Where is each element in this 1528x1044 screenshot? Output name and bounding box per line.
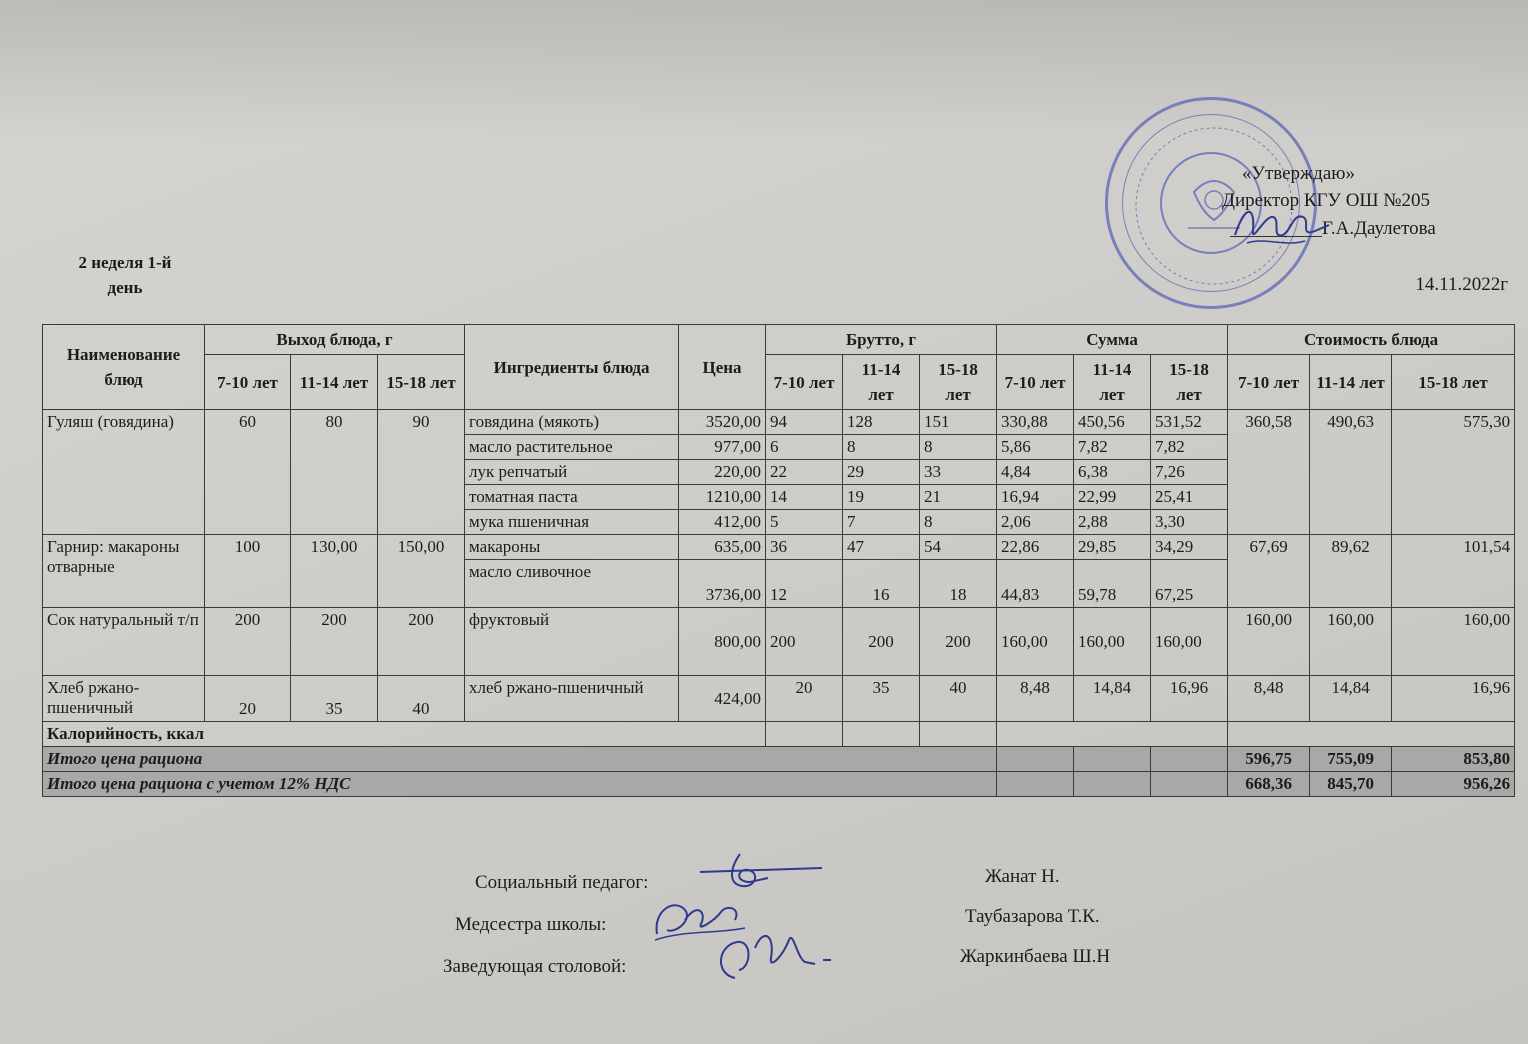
- age-header: 7-10 лет: [766, 355, 843, 410]
- ingredient-price: 635,00: [679, 535, 766, 560]
- total-vat-value: 956,26: [1392, 772, 1515, 797]
- sum: 25,41: [1151, 485, 1228, 510]
- sum: 44,83: [997, 560, 1074, 608]
- dish-output: 130,00: [291, 535, 378, 608]
- brutto: 7: [843, 510, 920, 535]
- document-date: 14.11.2022г: [1415, 274, 1508, 295]
- signature-role: Социальный педагог:: [475, 872, 649, 893]
- ingredient-name: макароны: [465, 535, 679, 560]
- menu-table: [42, 324, 1515, 797]
- brutto: 200: [843, 608, 920, 676]
- ingredient-name: хлеб ржано-пшеничный: [465, 676, 679, 722]
- canteen-head-signature: [705, 918, 835, 993]
- sum: 7,82: [1074, 435, 1151, 460]
- ingredient-name: говядина (мякоть): [465, 410, 679, 435]
- ingredient-name: масло сливочное: [465, 560, 679, 608]
- dish-output: 60: [205, 410, 291, 535]
- age-header: 11-14 лет: [1074, 355, 1151, 410]
- total-vat-label: Итого цена рациона с учетом 12% НДС: [43, 772, 997, 797]
- dish-name: Сок натуральный т/п: [43, 608, 205, 676]
- dish-cost: 160,00: [1228, 608, 1310, 676]
- sum: 8,48: [997, 676, 1074, 722]
- table-row: [43, 535, 1515, 560]
- sum: 4,84: [997, 460, 1074, 485]
- sum: 531,52: [1151, 410, 1228, 435]
- brutto: 128: [843, 410, 920, 435]
- brutto: 19: [843, 485, 920, 510]
- header-output: Выход блюда, г: [205, 325, 465, 355]
- calories-label: Калорийность, ккал: [43, 722, 766, 747]
- brutto: 16: [843, 560, 920, 608]
- brutto: 14: [766, 485, 843, 510]
- brutto: 8: [843, 435, 920, 460]
- dish-output: 150,00: [378, 535, 465, 608]
- dish-output: 200: [291, 608, 378, 676]
- sum: 160,00: [997, 608, 1074, 676]
- calories-row: [43, 722, 1515, 747]
- dish-output: 35: [291, 676, 378, 722]
- dish-output: 40: [378, 676, 465, 722]
- sum: 16,94: [997, 485, 1074, 510]
- brutto: 36: [766, 535, 843, 560]
- ingredient-price: 1210,00: [679, 485, 766, 510]
- sum: 5,86: [997, 435, 1074, 460]
- sum: 7,26: [1151, 460, 1228, 485]
- dish-name: Хлеб ржано-пшеничный: [43, 676, 205, 722]
- sum: 450,56: [1074, 410, 1151, 435]
- brutto: 8: [920, 435, 997, 460]
- header-cost: Стоимость блюда: [1228, 325, 1515, 355]
- age-header: 15-18 лет: [378, 355, 465, 410]
- total-label: Итого цена рациона: [43, 747, 997, 772]
- brutto: 29: [843, 460, 920, 485]
- approval-title: «Утверждаю»: [1242, 163, 1355, 184]
- dish-cost: 575,30: [1392, 410, 1515, 535]
- sum: 2,06: [997, 510, 1074, 535]
- age-header: 15-18 лет: [920, 355, 997, 410]
- dish-cost: 16,96: [1392, 676, 1515, 722]
- total-vat-row: [43, 772, 1515, 797]
- brutto: 12: [766, 560, 843, 608]
- brutto: 47: [843, 535, 920, 560]
- ingredient-price: 220,00: [679, 460, 766, 485]
- sum: 14,84: [1074, 676, 1151, 722]
- ingredient-price: 3520,00: [679, 410, 766, 435]
- brutto: 40: [920, 676, 997, 722]
- sum: 330,88: [997, 410, 1074, 435]
- brutto: 151: [920, 410, 997, 435]
- brutto: 54: [920, 535, 997, 560]
- sum: 3,30: [1151, 510, 1228, 535]
- brutto: 21: [920, 485, 997, 510]
- ingredient-name: мука пшеничная: [465, 510, 679, 535]
- header-brutto: Брутто, г: [766, 325, 997, 355]
- total-vat-value: 845,70: [1310, 772, 1392, 797]
- header-sum: Сумма: [997, 325, 1228, 355]
- sum: 7,82: [1151, 435, 1228, 460]
- total-value: 853,80: [1392, 747, 1515, 772]
- dish-cost: 360,58: [1228, 410, 1310, 535]
- sum: 29,85: [1074, 535, 1151, 560]
- brutto: 8: [920, 510, 997, 535]
- signature-name: Жанат Н.: [985, 866, 1060, 887]
- brutto: 22: [766, 460, 843, 485]
- dish-output: 90: [378, 410, 465, 535]
- dish-name: Гарнир: макароны отварные: [43, 535, 205, 608]
- age-header: 11-14 лет: [291, 355, 378, 410]
- sum: 16,96: [1151, 676, 1228, 722]
- director-signature: [1225, 195, 1335, 255]
- approval-director: Директор КГУ ОШ №205: [1222, 190, 1430, 211]
- age-header: 7-10 лет: [1228, 355, 1310, 410]
- ingredient-name: масло растительное: [465, 435, 679, 460]
- dish-cost: 89,62: [1310, 535, 1392, 608]
- brutto: 18: [920, 560, 997, 608]
- brutto: 5: [766, 510, 843, 535]
- signature-role: Заведующая столовой:: [443, 956, 627, 977]
- dish-output: 80: [291, 410, 378, 535]
- dish-cost: 14,84: [1310, 676, 1392, 722]
- ingredient-price: 3736,00: [679, 560, 766, 608]
- dish-output: 200: [378, 608, 465, 676]
- sum: 59,78: [1074, 560, 1151, 608]
- total-value: 755,09: [1310, 747, 1392, 772]
- dish-output: 20: [205, 676, 291, 722]
- total-vat-value: 668,36: [1228, 772, 1310, 797]
- age-header: 11-14 лет: [1310, 355, 1392, 410]
- ingredient-name: томатная паста: [465, 485, 679, 510]
- dish-cost: 67,69: [1228, 535, 1310, 608]
- brutto: 20: [766, 676, 843, 722]
- signature-name: Таубазарова Т.К.: [965, 906, 1100, 927]
- sum: 6,38: [1074, 460, 1151, 485]
- sum: 160,00: [1074, 608, 1151, 676]
- dish-cost: 8,48: [1228, 676, 1310, 722]
- brutto: 35: [843, 676, 920, 722]
- table-row: [43, 676, 1515, 722]
- dish-cost: 160,00: [1392, 608, 1515, 676]
- table-row: [43, 410, 1515, 435]
- dish-cost: 490,63: [1310, 410, 1392, 535]
- age-header: 7-10 лет: [997, 355, 1074, 410]
- brutto: 33: [920, 460, 997, 485]
- dish-output: 100: [205, 535, 291, 608]
- sum: 34,29: [1151, 535, 1228, 560]
- age-header: 11-14 лет: [843, 355, 920, 410]
- day-label: 2 неделя 1-й день: [78, 253, 172, 297]
- brutto: 94: [766, 410, 843, 435]
- sum: 67,25: [1151, 560, 1228, 608]
- ingredient-price: 412,00: [679, 510, 766, 535]
- table-row: [43, 608, 1515, 676]
- approval-director-name: Г.А.Даулетова: [1322, 218, 1436, 239]
- ingredient-price: 800,00: [679, 608, 766, 676]
- ingredient-name: фруктовый: [465, 608, 679, 676]
- signature-name: Жаркинбаева Ш.Н: [960, 946, 1111, 967]
- ingredient-price: 977,00: [679, 435, 766, 460]
- dish-output: 200: [205, 608, 291, 676]
- total-row: [43, 747, 1515, 772]
- sum: 160,00: [1151, 608, 1228, 676]
- header-ingredients: Ингредиенты блюда: [465, 325, 679, 410]
- brutto: 6: [766, 435, 843, 460]
- age-header: 15-18 лет: [1151, 355, 1228, 410]
- dish-name: Гуляш (говядина): [43, 410, 205, 535]
- dish-cost: 160,00: [1310, 608, 1392, 676]
- signature-role: Медсестра школы:: [455, 914, 607, 935]
- sum: 22,99: [1074, 485, 1151, 510]
- dish-cost: 101,54: [1392, 535, 1515, 608]
- sum: 22,86: [997, 535, 1074, 560]
- total-value: 596,75: [1228, 747, 1310, 772]
- ingredient-price: 424,00: [679, 676, 766, 722]
- brutto: 200: [766, 608, 843, 676]
- sum: 2,88: [1074, 510, 1151, 535]
- header-price: Цена: [679, 325, 766, 410]
- ingredient-name: лук репчатый: [465, 460, 679, 485]
- header-name: Наименование блюд: [43, 325, 205, 410]
- age-header: 7-10 лет: [205, 355, 291, 410]
- brutto: 200: [920, 608, 997, 676]
- age-header: 15-18 лет: [1392, 355, 1515, 410]
